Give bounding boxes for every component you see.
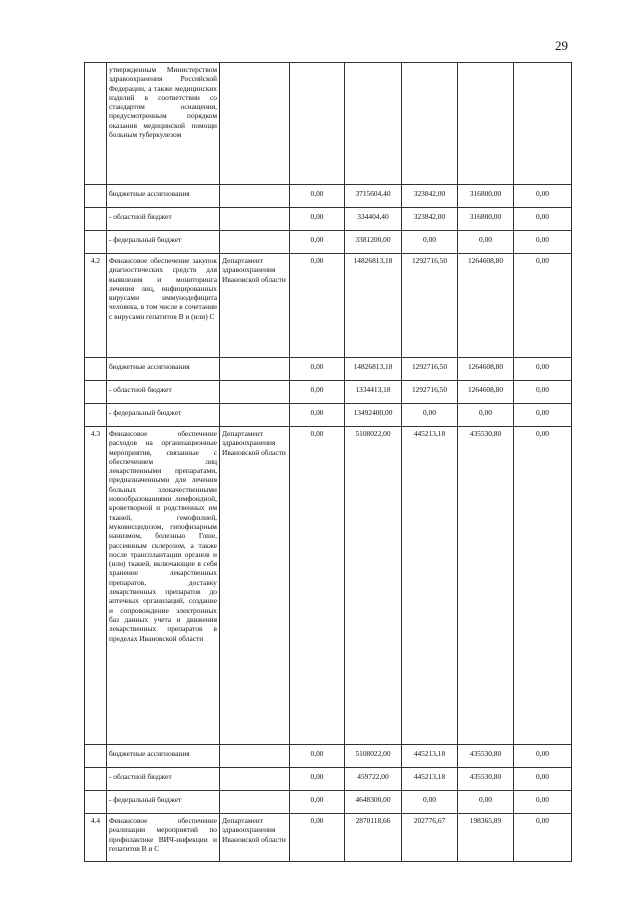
amount-cell: 1292716,50 [402, 381, 458, 404]
amount-cell: 323842,00 [402, 185, 458, 208]
table-row [85, 768, 572, 791]
amount-cell: 0,00 [290, 185, 345, 208]
amount-cell: 0,00 [514, 381, 572, 404]
funding-source-label: - федеральный бюджет [107, 231, 220, 254]
table-row [85, 254, 572, 358]
amount-cell: 202776,67 [402, 814, 458, 862]
funding-source-label: - областной бюджет [107, 381, 220, 404]
funding-source-label: - федеральный бюджет [107, 404, 220, 427]
amount-cell: 0,00 [290, 427, 345, 745]
table-row [85, 208, 572, 231]
amount-cell: 0,00 [402, 404, 458, 427]
amount-cell: 0,00 [514, 254, 572, 358]
row-number-cell: 4.4 [85, 814, 107, 862]
amount-cell: 316800,00 [458, 208, 514, 231]
table-row [85, 231, 572, 254]
executor-cell: Департамент здравоохранения Ивановской области [220, 814, 290, 862]
executor-cell [220, 745, 290, 768]
amount-cell: 316800,00 [458, 185, 514, 208]
amount-cell: 0,00 [514, 427, 572, 745]
amount-cell: 0,00 [458, 404, 514, 427]
budget-table [84, 62, 572, 862]
executor-cell: Департамент здравоохранения Ивановской области [220, 427, 290, 745]
amount-cell: 3381200,00 [345, 231, 402, 254]
funding-source-label: бюджетные ассигнования [107, 185, 220, 208]
amount-cell: 0,00 [290, 231, 345, 254]
amount-cell: 0,00 [514, 208, 572, 231]
executor-cell [220, 208, 290, 231]
amount-cell: 0,00 [290, 208, 345, 231]
amount-cell: 13492400,00 [345, 404, 402, 427]
activity-description: Финансовое обеспечение закупок диагностических средств для выявления и мониторинга лечения лиц, инфицированных вирусами иммунодефицита человека, в том числе в сочетании с вирусами гепатитов B и (или) C [107, 254, 220, 358]
amount-cell: 459722,00 [345, 768, 402, 791]
amount-cell: 0,00 [290, 814, 345, 862]
amount-cell: 0,00 [458, 231, 514, 254]
table-row [85, 791, 572, 814]
amount-cell: 3715604,40 [345, 185, 402, 208]
row-number-cell [85, 231, 107, 254]
funding-source-label: бюджетные ассигнования [107, 358, 220, 381]
amount-cell: 0,00 [514, 745, 572, 768]
amount-cell: 0,00 [290, 254, 345, 358]
amount-cell: 2870118,66 [345, 814, 402, 862]
amount-cell: 198365,89 [458, 814, 514, 862]
amount-cell: 0,00 [514, 185, 572, 208]
amount-cell: 1292716,50 [402, 358, 458, 381]
row-number-cell [85, 185, 107, 208]
amount-cell: 435530,80 [458, 745, 514, 768]
table-row [85, 381, 572, 404]
amount-cell: 445213,18 [402, 745, 458, 768]
table-row [85, 358, 572, 381]
amount-cell: 0,00 [402, 231, 458, 254]
activity-description: Финансовое обеспечение расходов на организационные мероприятия, связанные с обеспечением лиц лекарственными препаратами, предназначенными для лечения больных злокачественными новообразованиями лимфоидной, кроветворной и родственных им тканей, гемофилией, муковисцидозом, гипофизарным нанизмом, болезнью Гоше, рассеянным склерозом, а также после трансплантации органов и (или) тканей, включающие в себя хранение лекарственных препаратов, доставку лекарственных препаратов до аптечных организаций, создание и сопровождение электронных баз данных учета и движения лекарственных препаратов в пределах Ивановской области [107, 427, 220, 745]
table-body [85, 63, 572, 862]
table-row [85, 185, 572, 208]
amount-cell: 0,00 [514, 404, 572, 427]
row-number-cell [85, 404, 107, 427]
executor-cell [220, 231, 290, 254]
table-row [85, 63, 572, 185]
executor-cell: Департамент здравоохранения Ивановской области [220, 254, 290, 358]
amount-cell: 0,00 [458, 791, 514, 814]
table-row [85, 427, 572, 745]
executor-cell [220, 404, 290, 427]
amount-cell: 14826813,18 [345, 254, 402, 358]
amount-cell: 0,00 [290, 791, 345, 814]
amount-cell: 1264608,80 [458, 254, 514, 358]
table-row [85, 814, 572, 862]
executor-cell [220, 381, 290, 404]
amount-cell: 0,00 [290, 404, 345, 427]
amount-cell: 1264608,80 [458, 358, 514, 381]
activity-description: утвержденным Министерством здравоохранения Российской Федерации, а также медицинских изделий в соответствии со стандартом оснащения, предусмотренным порядком оказания медицинской помощи больным туберкулезом [107, 63, 220, 185]
amount-cell [514, 63, 572, 185]
row-number-cell [85, 381, 107, 404]
amount-cell: 1264608,80 [458, 381, 514, 404]
executor-cell [220, 791, 290, 814]
amount-cell: 0,00 [514, 231, 572, 254]
amount-cell: 0,00 [514, 358, 572, 381]
amount-cell [290, 63, 345, 185]
amount-cell: 334404,40 [345, 208, 402, 231]
page-number: 29 [555, 38, 568, 53]
activity-description: Финансовое обеспечение реализации мероприятий по профилактике ВИЧ-инфекции и гепатитов B и C [107, 814, 220, 862]
amount-cell: 0,00 [290, 358, 345, 381]
executor-cell [220, 185, 290, 208]
table-row [85, 745, 572, 768]
amount-cell: 1334413,18 [345, 381, 402, 404]
row-number-cell: 4.2 [85, 254, 107, 358]
amount-cell [345, 63, 402, 185]
amount-cell: 5108022,00 [345, 745, 402, 768]
row-number-cell: 4.3 [85, 427, 107, 745]
row-number-cell [85, 745, 107, 768]
amount-cell: 0,00 [290, 381, 345, 404]
amount-cell: 0,00 [514, 814, 572, 862]
funding-source-label: - областной бюджет [107, 208, 220, 231]
amount-cell: 323842,00 [402, 208, 458, 231]
table-row [85, 404, 572, 427]
row-number-cell [85, 63, 107, 185]
row-number-cell [85, 768, 107, 791]
row-number-cell [85, 208, 107, 231]
funding-source-label: бюджетные ассигнования [107, 745, 220, 768]
amount-cell: 0,00 [402, 791, 458, 814]
amount-cell [402, 63, 458, 185]
amount-cell [458, 63, 514, 185]
row-number-cell [85, 358, 107, 381]
amount-cell: 5108022,00 [345, 427, 402, 745]
funding-source-label: - федеральный бюджет [107, 791, 220, 814]
amount-cell: 445213,18 [402, 427, 458, 745]
amount-cell: 0,00 [514, 791, 572, 814]
amount-cell: 435530,80 [458, 427, 514, 745]
amount-cell: 4648300,00 [345, 791, 402, 814]
amount-cell: 0,00 [290, 745, 345, 768]
amount-cell: 0,00 [290, 768, 345, 791]
amount-cell: 0,00 [514, 768, 572, 791]
executor-cell [220, 768, 290, 791]
amount-cell: 1292716,50 [402, 254, 458, 358]
amount-cell: 14826813,18 [345, 358, 402, 381]
amount-cell: 445213,18 [402, 768, 458, 791]
executor-cell [220, 358, 290, 381]
executor-cell [220, 63, 290, 185]
funding-source-label: - областной бюджет [107, 768, 220, 791]
amount-cell: 435530,80 [458, 768, 514, 791]
row-number-cell [85, 791, 107, 814]
